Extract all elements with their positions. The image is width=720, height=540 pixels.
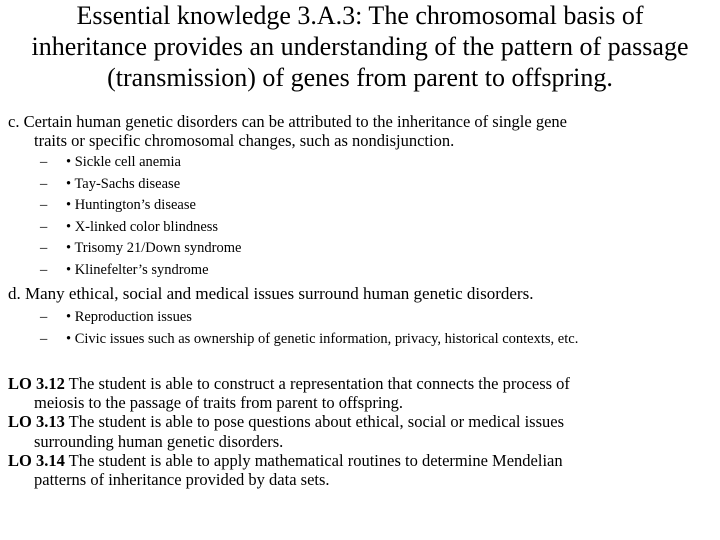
- title-line-1: Essential knowledge 3.A.3: The chromosomal basis of: [76, 1, 644, 30]
- lo-text-line-1: The student is able to pose questions about ethical, social or medical issues: [64, 412, 565, 432]
- disorder-item: • Huntington’s disease: [66, 197, 196, 214]
- lo-text-line-2: surrounding human genetic disorders.: [34, 431, 284, 451]
- dash-marker: –: [40, 240, 48, 257]
- section-d-text: [8, 284, 713, 303]
- list-item: [40, 217, 241, 239]
- disorder-item: • Sickle cell anemia: [66, 154, 181, 170]
- slide-title: [0, 0, 720, 93]
- lo-text-line-1: The student is able to apply mathematical routines to determine Mendelian: [64, 450, 563, 470]
- disorder-item: • Trisomy 21/Down syndrome: [66, 240, 242, 257]
- lo-text-line-2: meiosis to the passage of traits from parent to offspring.: [34, 393, 404, 413]
- list-item: [40, 306, 578, 328]
- list-item: [40, 195, 241, 217]
- list-item: [40, 238, 241, 260]
- list-item: [40, 260, 241, 282]
- title-line-2: inheritance provides an understanding of the pattern of passage: [31, 32, 689, 61]
- section-c-line-1: c. Certain human genetic disorders can be attributed to the inheritance of single gene: [8, 112, 567, 131]
- issue-item: • Reproduction issues: [66, 309, 192, 325]
- section-c-text: [8, 112, 713, 150]
- issues-list: [40, 306, 578, 350]
- list-item: [40, 328, 578, 350]
- dash-marker: –: [40, 309, 48, 325]
- disorder-item: • Klinefelter’s syndrome: [66, 261, 209, 278]
- issue-item: • Civic issues such as ownership of genetic information, privacy, historical contexts, etc.: [66, 331, 579, 347]
- list-item: [40, 174, 241, 196]
- lo-code: LO 3.12: [8, 374, 65, 393]
- section-c-line-2: traits or specific chromosomal changes, such as nondisjunction.: [34, 131, 455, 150]
- dash-marker: –: [40, 331, 48, 347]
- learning-objective-3-14: [8, 451, 713, 489]
- disorder-item: • X-linked color blindness: [66, 218, 219, 235]
- learning-objective-3-13: [8, 412, 713, 450]
- disorder-list: [40, 152, 241, 282]
- learning-objectives: [8, 374, 713, 489]
- dash-marker: –: [40, 154, 48, 170]
- dash-marker: –: [40, 197, 48, 214]
- learning-objective-3-12: [8, 374, 713, 412]
- dash-marker: –: [40, 261, 48, 278]
- title-line-3: (transmission) of genes from parent to offspring.: [107, 63, 613, 92]
- list-item: [40, 152, 241, 174]
- lo-text-line-1: The student is able to construct a representation that connects the process of: [64, 374, 570, 393]
- lo-text-line-2: patterns of inheritance provided by data sets.: [34, 470, 330, 490]
- dash-marker: –: [40, 175, 48, 192]
- section-d-line-1: d. Many ethical, social and medical issues surround human genetic disorders.: [8, 284, 534, 303]
- lo-code: LO 3.13: [8, 412, 65, 432]
- lo-code: LO 3.14: [8, 450, 65, 470]
- disorder-item: • Tay-Sachs disease: [66, 175, 181, 192]
- dash-marker: –: [40, 218, 48, 235]
